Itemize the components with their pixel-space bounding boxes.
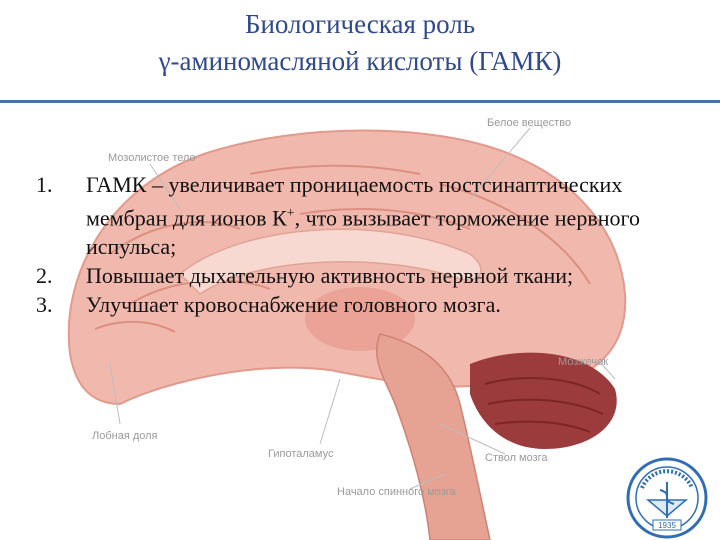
label-cerebellum: Мозжечок (558, 356, 609, 368)
list-item (36, 170, 676, 261)
title-divider (0, 100, 720, 103)
label-brainstem: Ствол мозга (485, 452, 548, 464)
list-item (36, 261, 676, 290)
list-number: 1. (36, 172, 53, 197)
seal-year: 1935 (658, 521, 676, 530)
list-text: Улучшает кровоснабжение головного мозга. (86, 292, 501, 318)
list-number: 3. (36, 292, 53, 318)
list-text-tail: , что вызывает торможение нервного испульса; (86, 205, 640, 260)
superscript: + (286, 206, 295, 221)
label-white-matter: Белое вещество (487, 117, 572, 129)
list-text: ГАМК – увеличивает проницаемость постсинаптических мембран для ионов К (86, 172, 623, 231)
label-spinal-cord-start: Начало спинного мозга (337, 486, 456, 498)
label-corpus-callosum: Мозолистое тело (108, 152, 196, 164)
title-line-1: Биологическая роль (244, 9, 476, 39)
list-text: Повышает дыхательную активность нервной ткани; (86, 263, 574, 289)
university-seal-icon (624, 456, 710, 540)
list-item (36, 290, 676, 319)
title-line-2: γ-аминомасляной кислоты (ГАМК) (158, 46, 562, 76)
slide-title (0, 6, 720, 80)
list-number: 2. (36, 263, 53, 289)
content-list (36, 170, 676, 319)
label-frontal-lobe: Лобная доля (92, 430, 158, 442)
label-hypothalamus: Гипоталамус (268, 448, 334, 460)
